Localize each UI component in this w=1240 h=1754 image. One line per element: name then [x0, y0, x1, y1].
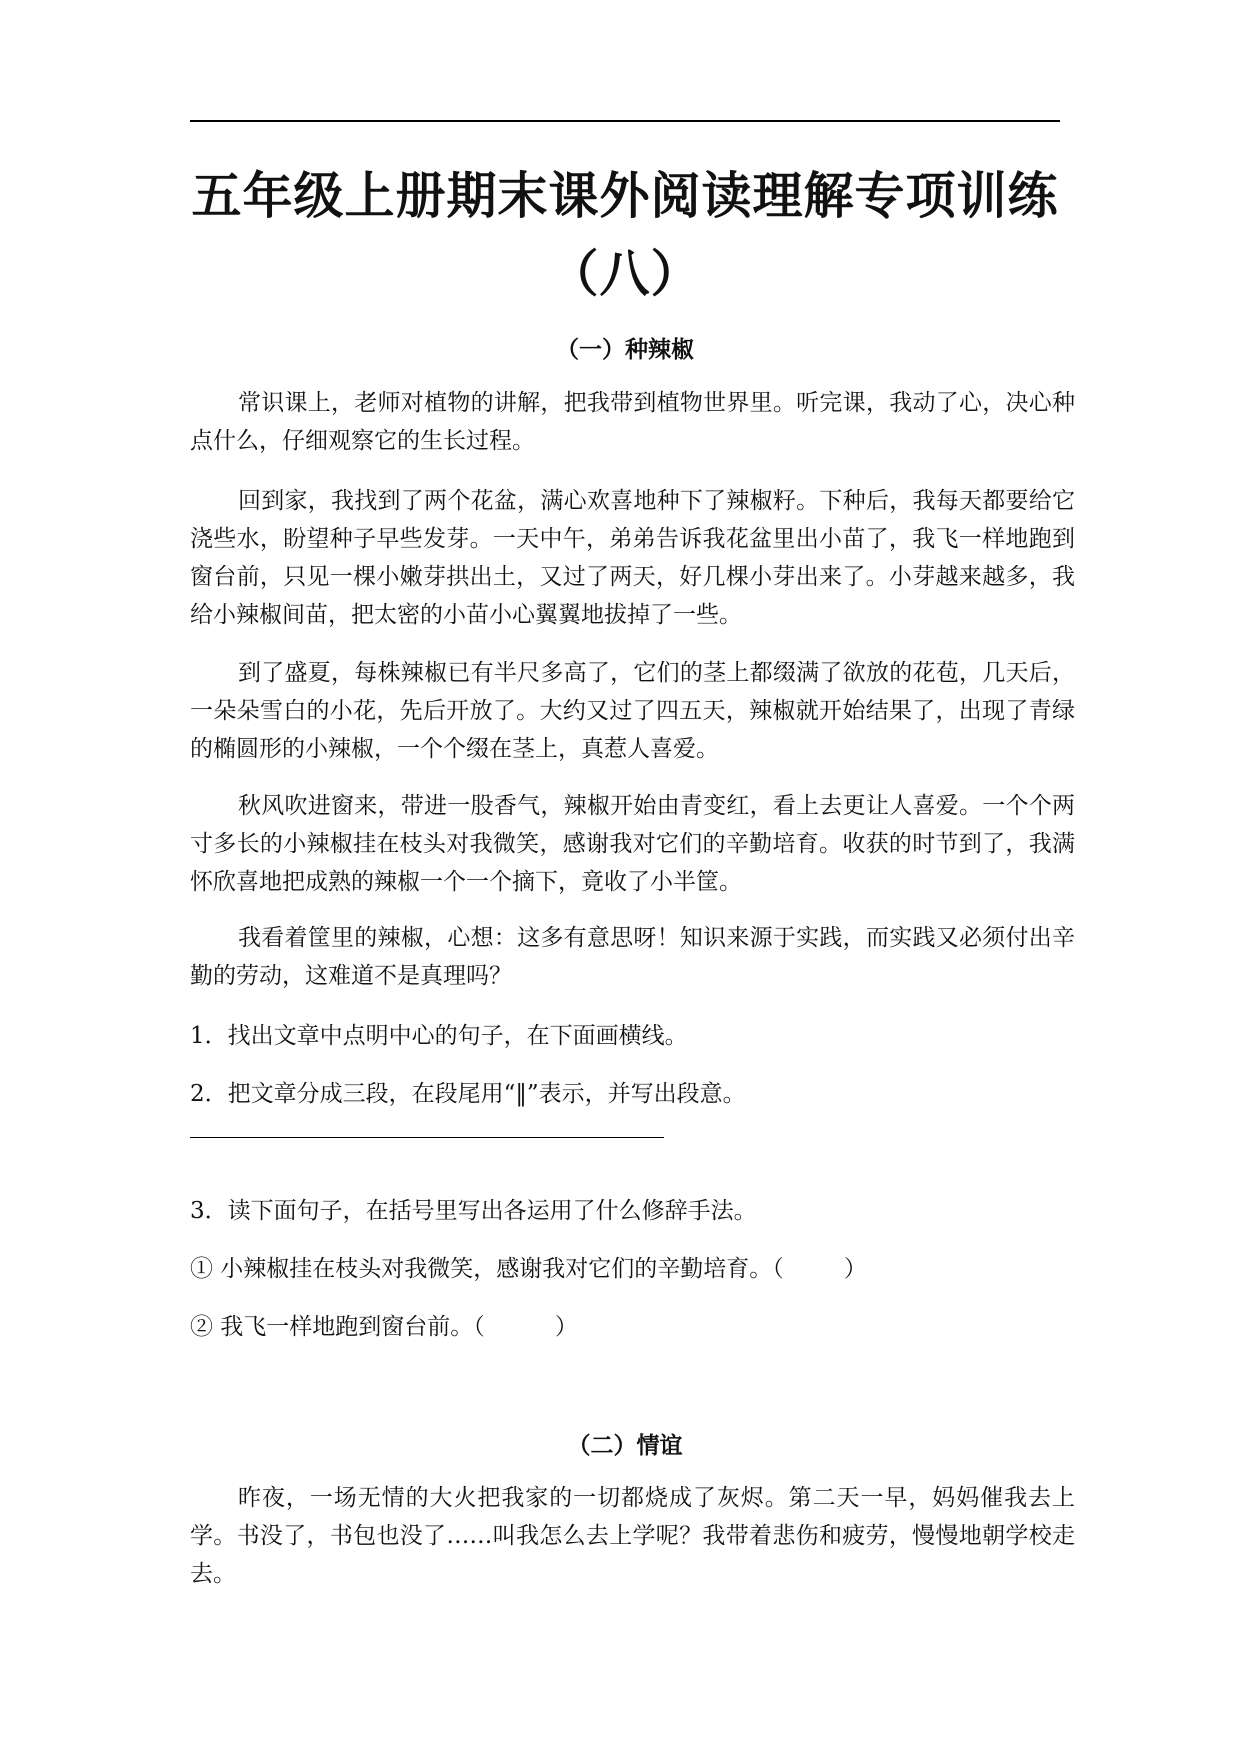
question-3-item-1-text: ① 小辣椒挂在枝头对我微笑，感谢我对它们的辛勤培育。（: [190, 1256, 784, 1282]
section2-heading: （二）情谊: [567, 1432, 683, 1459]
section1-paragraph-2: 回到家，我找到了两个花盆，满心欢喜地种下了辣椒籽。下种后，我每天都要给它浇些水，盼望种子早些发芽。一天中午，弟弟告诉我花盆里出小苗了，我飞一样地跑到窗台前，只见一棵小嫩芽拱出土，又过了两天，好几棵小芽出来了。小芽越来越多，我给小辣椒间苗，把太密的小苗小心翼翼地拔掉了一些。: [190, 488, 1075, 628]
answer-line[interactable]: [190, 1137, 664, 1138]
section2-paragraph-1: 昨夜，一场无情的大火把我家的一切都烧成了灰烬。第二天一早，妈妈催我去上学。书没了，书包也没了……叫我怎么去上学呢？我带着悲伤和疲劳，慢慢地朝学校走去。: [190, 1485, 1075, 1587]
question-3: 3．读下面句子，在括号里写出各运用了什么修辞手法。: [190, 1198, 757, 1224]
question-3-item-2-close: ）: [554, 1314, 578, 1340]
section1-paragraph-5: 我看着筐里的辣椒，心想：这多有意思呀！知识来源于实践，而实践又必须付出辛勤的劳动，这难道不是真理吗？: [190, 925, 1075, 989]
document-title-line1: 五年级上册期末课外阅读理解专项训练: [191, 166, 1059, 225]
question-1: 1．找出文章中点明中心的句子，在下面画横线。: [190, 1023, 688, 1049]
question-3-item-2: [190, 1308, 1060, 1346]
header-rule: [190, 120, 1060, 122]
section1-paragraph-4: 秋风吹进窗来，带进一股香气，辣椒开始由青变红，看上去更让人喜爱。一个个两寸多长的小辣椒挂在枝头对我微笑，感谢我对它们的辛勤培育。收获的时节到了，我满怀欣喜地把成熟的辣椒一个一个摘下，竟收了小半筐。: [190, 793, 1075, 895]
section1-paragraph-1: 常识课上，老师对植物的讲解，把我带到植物世界里。听完课，我动了心，决心种点什么，仔细观察它的生长过程。: [190, 390, 1075, 454]
section1-paragraph-3: 到了盛夏，每株辣椒已有半尺多高了，它们的茎上都缀满了欲放的花苞，几天后，一朵朵雪白的小花，先后开放了。大约又过了四五天，辣椒就开始结果了，出现了青绿的椭圆形的小辣椒，一个个缀在茎上，真惹人喜爱。: [190, 660, 1075, 762]
section1-heading: （一）种辣椒: [556, 336, 694, 363]
question-2: 2．把文章分成三段，在段尾用“‖”表示，并写出段意。: [190, 1081, 746, 1107]
document-title-line2: （八）: [548, 244, 702, 303]
question-3-item-2-text: ② 我飞一样地跑到窗台前。（: [190, 1314, 485, 1340]
question-3-item-1: [190, 1250, 1060, 1288]
question-3-item-1-close: ）: [843, 1256, 867, 1282]
